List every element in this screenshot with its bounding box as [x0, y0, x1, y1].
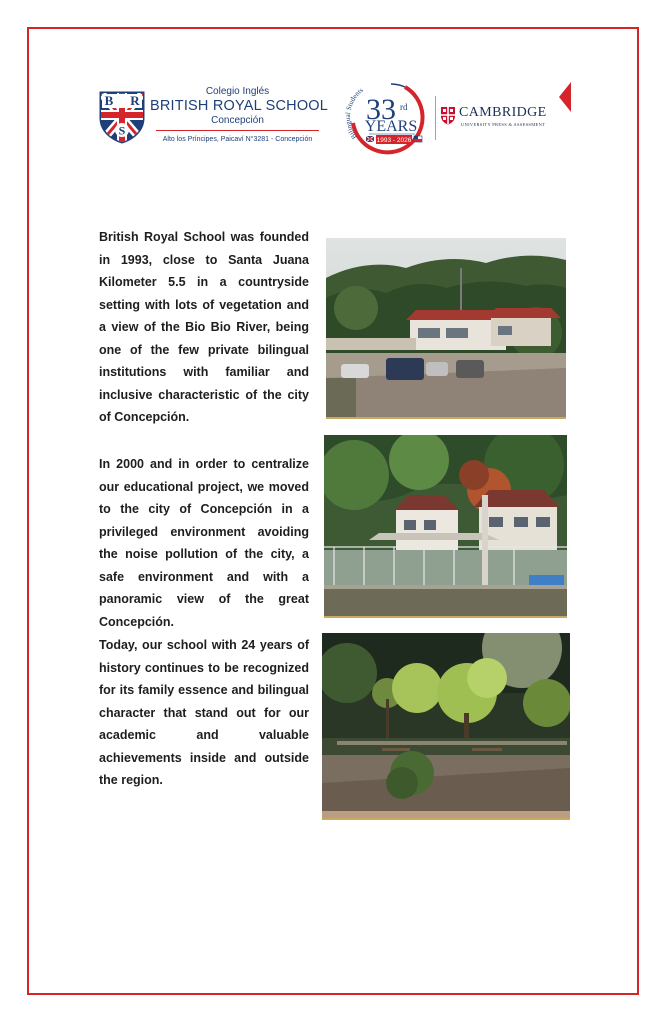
crest-letter-s: S [118, 123, 126, 138]
paragraph-today: Today, our school with 24 years of history continues to be recognized for its family essence and bilingual character that stand out for our academic and valuable achievements inside and outside the region. [99, 638, 309, 787]
photo-original-campus [326, 238, 566, 419]
photo-concepcion-campus [324, 435, 567, 618]
anniversary-number: 33 [366, 93, 396, 126]
school-crest-icon [98, 90, 146, 144]
anniversary-arc-text: Bilingual Students [343, 86, 365, 141]
anniversary-badge [343, 77, 433, 159]
school-address: Alto los Príncipes, Paicaví N°3281 - Concepción [162, 136, 313, 143]
school-city: Concepción [211, 115, 264, 126]
school-title-block [150, 86, 329, 144]
header-divider [435, 96, 436, 140]
anniversary-range: 1993 - 2026 [376, 137, 412, 144]
paragraph-founding: British Royal School was founded in 1993, close to Santa Juana Kilometer 5.5 in a countryside setting with lots of vegetation and a view of the Bio Bio River, being one of the few private bilingual institutions with familiar and inclusive characteristic of the city of Concepción. [99, 230, 309, 424]
crest-letter-r: R [130, 93, 140, 108]
cambridge-shield-icon [440, 106, 456, 125]
paragraph-relocation: In 2000 and in order to centralize our educational project, we moved to the city of Concepción in a privileged environment avoiding the noise pollution of the city, a safe environment and with a panoramic view of the great Concepción. [99, 457, 309, 629]
cambridge-subtitle: UNIVERSITY PRESS & ASSESSMENT [461, 122, 546, 127]
anniversary-word: YEARS [364, 118, 418, 135]
corner-tab-icon [559, 82, 571, 112]
school-subtitle: Colegio Inglés [205, 86, 270, 97]
photo-school-garden [322, 633, 570, 820]
crest-letter-b: B [104, 93, 114, 108]
cambridge-name: CAMBRIDGE [459, 105, 547, 120]
anniversary-suffix: rd [400, 102, 408, 112]
svg-text:Bilingual Students [344, 86, 365, 141]
school-name: BRITISH ROYAL SCHOOL [150, 98, 329, 114]
school-divider [156, 130, 319, 131]
